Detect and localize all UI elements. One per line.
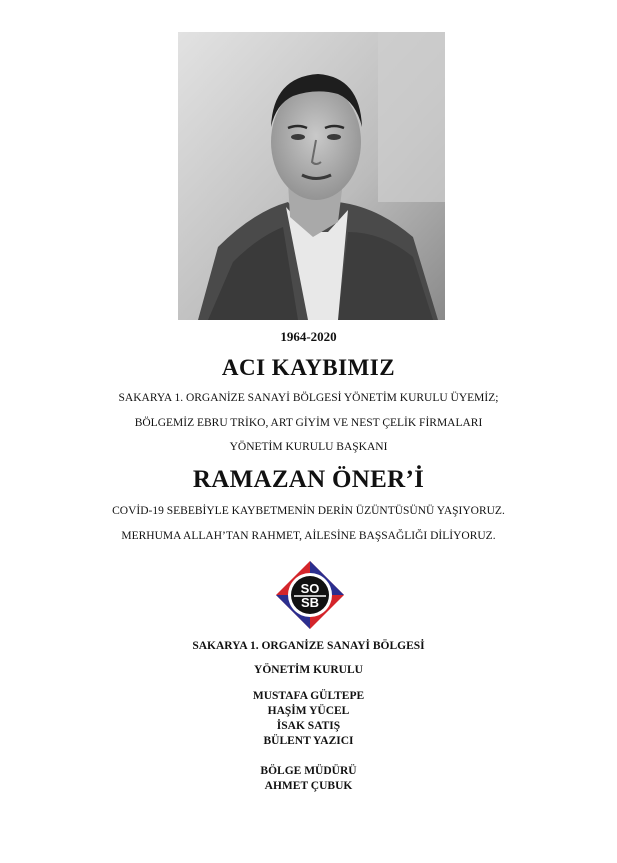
portrait-illustration (178, 32, 445, 320)
director-title: BÖLGE MÜDÜRÜ (260, 765, 357, 777)
board-member: HAŞİM YÜCEL (267, 705, 350, 717)
condolence-line: MERHUMA ALLAH’TAN RAHMET, AİLESİNE BAŞSAĞLIĞI DİLİYORUZ. (121, 530, 496, 542)
condolence-line: COVİD-19 SEBEBİYLE KAYBETMENİN DERİN ÜZÜNTÜSÜNÜ YAŞIYORUZ. (112, 505, 505, 517)
board-member: MUSTAFA GÜLTEPE (252, 690, 365, 702)
svg-text:SO: SO (300, 581, 320, 596)
director-name: AHMET ÇUBUK (264, 780, 353, 792)
life-years: 1964-2020 (280, 329, 337, 344)
intro-line: BÖLGEMİZ EBRU TRİKO, ART GİYİM VE NEST ÇELİK FİRMALARI (134, 417, 483, 429)
intro-line: YÖNETİM KURULU BAŞKANI (229, 441, 388, 453)
sosb-logo-icon (276, 561, 344, 629)
portrait-photo (178, 32, 445, 320)
svg-text:SB: SB (300, 595, 320, 610)
deceased-name: RAMAZAN ÖNER’İ (192, 466, 425, 493)
intro-line: SAKARYA 1. ORGANİZE SANAYİ BÖLGESİ YÖNETİM KURULU ÜYEMİZ; (118, 392, 499, 404)
organization-name: SAKARYA 1. ORGANİZE SANAYİ BÖLGESİ (192, 640, 425, 652)
board-title: YÖNETİM KURULU (254, 664, 363, 676)
board-member: İSAK SATIŞ (276, 720, 341, 732)
headline: ACI KAYBIMIZ (221, 355, 396, 380)
board-member: BÜLENT YAZICI (263, 735, 354, 747)
